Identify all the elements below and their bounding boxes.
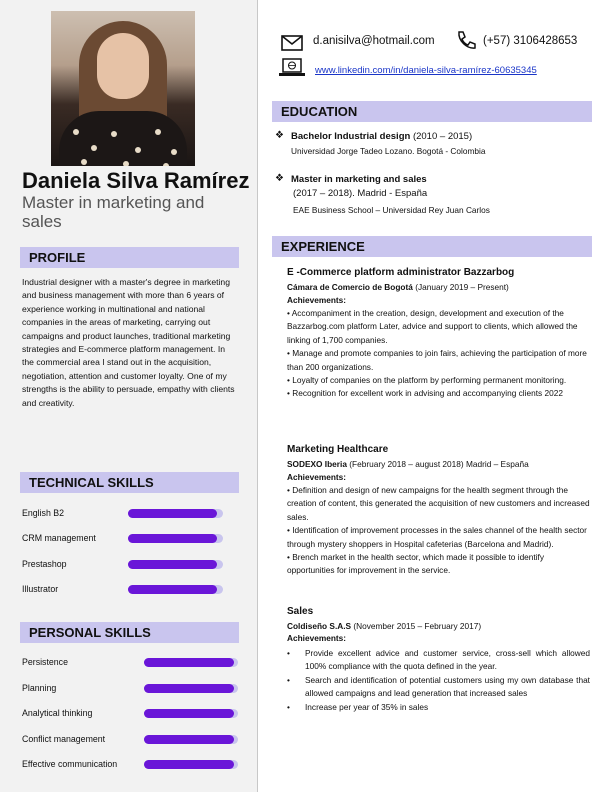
person-title: Master in marketing and sales [22, 193, 205, 231]
skill-bar [128, 560, 223, 569]
achievements-label: Achievements: [287, 295, 347, 305]
linkedin-link[interactable]: www.linkedin.com/in/daniela-silva-ramírez-60635345 [315, 65, 537, 76]
achievements-label: Achievements: [287, 633, 347, 643]
degree-dates: (2010 – 2015) [412, 131, 473, 142]
degree-name: Master in marketing and sales [291, 174, 427, 185]
skill-bar [144, 760, 238, 769]
diamond-bullet-icon: ❖ [275, 130, 284, 141]
email-link[interactable]: d.anisilva@hotmail.com [313, 35, 435, 47]
job-title: Sales [287, 606, 314, 617]
skill-bar [144, 709, 238, 718]
skill-label: Illustrator [22, 584, 59, 594]
skill-label: Persistence [22, 657, 68, 667]
job-company: Coldiseño S.A.S (November 2015 – February 2017) [287, 621, 482, 631]
phone-icon [455, 30, 477, 50]
education-item [291, 131, 472, 142]
skill-bar-fill [144, 735, 234, 744]
skill-label: English B2 [22, 508, 65, 518]
skill-label: Effective communication [22, 759, 118, 769]
skill-bar-fill [144, 709, 234, 718]
skill-bar [128, 585, 223, 594]
achievement-item: • Increase per year of 35% in sales [287, 701, 429, 712]
skill-label: Conflict management [22, 734, 106, 744]
education-heading: EDUCATION [272, 101, 592, 122]
achievements-list [287, 307, 590, 401]
school-name: Universidad Jorge Tadeo Lozano. Bogotá - Colombia [291, 146, 486, 156]
sidebar [0, 0, 258, 792]
skill-bar-fill [128, 509, 217, 518]
job-company: SODEXO Iberia (February 2018 – august 2018) Madrid – España [287, 459, 529, 469]
skill-bar-fill [128, 534, 217, 543]
achievement-item: • Manage and promote companies to join fairs, achieving the participation of more than 200 organizations. [287, 348, 587, 372]
envelope-icon [281, 35, 303, 51]
personal-skills-heading: PERSONAL SKILLS [20, 622, 239, 643]
achievements-list [287, 484, 590, 578]
laptop-icon [278, 58, 306, 78]
skill-label: Prestashop [22, 559, 67, 569]
skill-label: Analytical thinking [22, 708, 93, 718]
skill-bar-fill [144, 684, 234, 693]
phone-number[interactable]: (+57) 3106428653 [483, 35, 578, 47]
skill-bar [144, 735, 238, 744]
skill-bar [128, 509, 223, 518]
achievements-label: Achievements: [287, 472, 347, 482]
achievements-list [287, 647, 590, 714]
diamond-bullet-icon: ❖ [275, 173, 284, 184]
skill-bar-fill [144, 760, 234, 769]
achievement-item: • Recognition for excellent work in advising and accompanying clients 2022 [287, 388, 563, 399]
profile-photo [51, 11, 195, 166]
school-name: EAE Business School – Universidad Rey Juan Carlos [293, 205, 490, 215]
profile-text: Industrial designer with a master's degree in marketing and business management with more than 6 years of experience working in multinational and national companies in the areas of marketing, carrying out campaigns and product launches, traditional marketing strategies and E-commerce platform management. In the commercial area I stand out in the acquisition, negotiation, attention and customer loyalty. One of my strengths is the ability to persuade, empathy with clients and creativity. [22, 277, 235, 408]
skill-label: CRM management [22, 533, 96, 543]
achievement-item: • Search and identification of potential customers using my own database that allowed campaigns and lead generation that increased sales [287, 674, 590, 699]
job-title: E -Commerce platform administrator Bazzarbog [287, 267, 515, 278]
achievement-item: • Loyalty of companies on the platform by performing permanent monitoring. [287, 375, 567, 386]
skill-bar [144, 658, 238, 667]
experience-heading: EXPERIENCE [272, 236, 592, 257]
skill-bar-fill [144, 658, 234, 667]
achievement-item: • Provide excellent advice and customer service, cross-sell which allowed 100% compliance with the quota defined in the year. [287, 648, 590, 672]
achievement-item: • Identification of improvement processes in the sales channel of the health sector through mystery shoppers in Hospital cafeterias (Barcelona and Madrid). [287, 525, 587, 549]
job-company: Cámara de Comercio de Bogotá (January 2019 – Present) [287, 282, 509, 292]
degree-dates: (2017 – 2018). Madrid - España [293, 188, 428, 199]
profile-heading: PROFILE [20, 247, 239, 268]
skill-bar-fill [128, 560, 217, 569]
skill-bar [128, 534, 223, 543]
achievement-item: • Accompaniment in the creation, design, development and execution of the Bazzarbog.com platform Later, advice and support to clients, which allowed the linking of 1,700 companies. [287, 308, 578, 345]
skill-label: Planning [22, 683, 57, 693]
technical-skills-heading: TECHNICAL SKILLS [20, 472, 239, 493]
skill-bar [144, 684, 238, 693]
job-title: Marketing Healthcare [287, 444, 389, 455]
achievement-item: • Definition and design of new campaigns for the health segment through the creation of content, this generated the acquisition of new customers and increased sales. [287, 485, 590, 522]
skill-bar-fill [128, 585, 217, 594]
achievement-item: • Brench market in the health sector, which made it possible to identify opportunities for improvement in the service. [287, 552, 545, 576]
degree-name: Bachelor Industrial design [291, 131, 411, 142]
person-name: Daniela Silva Ramírez [22, 168, 250, 193]
